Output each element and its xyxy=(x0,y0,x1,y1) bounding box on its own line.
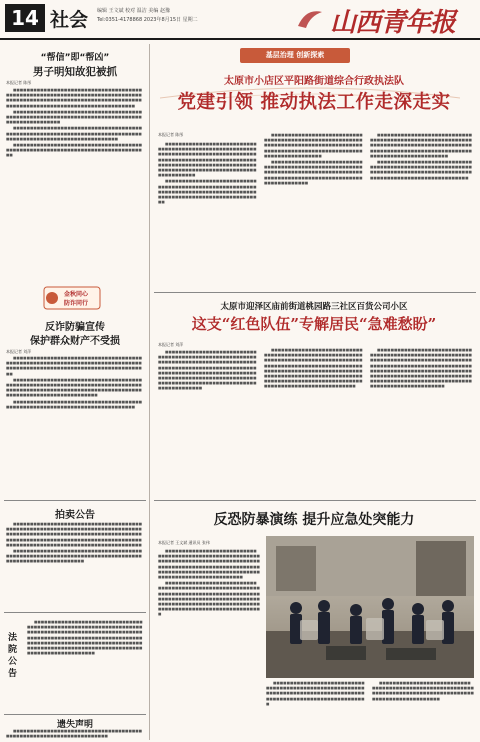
feature-kicker: 太原市小店区平阳路街道综合行政执法队 xyxy=(224,76,404,87)
story-body xyxy=(6,356,144,496)
section-divider xyxy=(4,612,146,613)
paragraph: ■■■■■■■■■■■■■■■■■■■■■■■■■■■■■■■■■■■■■■■■■■■■■■■■■■■■■■■■■■■■■■■■■■■■■■■■■■■■■■■■■■■■■■■■■■■■■■■■■■■■■■■■■■■■■■■■■■■■■■■■■■■■■■■■■■■■■■■■■■■■■■■■■■■■■■■■■■■■■■■■■■■■■■■■■■■■■■■■■■ xyxy=(158,581,260,617)
paragraph: ■■■■■■■■■■■■■■■■■■■■■■■■■■■■■■■■■■■■■■■■■■■■■■■■■■■■■■■■■■■■■■■■■■■■■■■■■■■■■■■■■■■■■■■■■■■■■■■■■■■■■■■■■■■ xyxy=(372,681,474,701)
paragraph: ■■■■■■■■■■■■■■■■■■■■■■■■■■■■■■■■■■■■■■■■■■■■■■■■■■■■■■■■■■■■■■■■■■■■■■■■■■■■■■■■■■■■■■■■■■■■■■■■■■■■■■■■■■■■■■■■■■■■■■■■■■■■■■■■■■■■■■■■■■■■■ xyxy=(370,133,473,158)
section-divider xyxy=(154,292,476,293)
story-column xyxy=(158,549,260,737)
paragraph: ■■■■■■■■■■■■■■■■■■■■■■■■■■■■■■■■■■■■■■■■■■■■■■■■■■■■■■■■■■■■■■■■■■■■■■■■■■■■■■■■■■■■■■■■■■■■■■■■■■■■■■■■■■■■■■■■■■■■■ xyxy=(370,160,473,180)
section-divider xyxy=(154,500,476,501)
paragraph: ■■■■■■■■■■■■■■■■■■■■■■■■■■■■■■■■■■■■■■■■■■■■■■■■■■■■■■■■■■■■■■■■■■■■■■■■■■■■■■■■■■■■■■■■■■■■■■■■■■■■■■■■■■■■■■■■■■■■■■■■■■■■■■■■■■■■■■■■■■■■■■■■■■■■■■■■■■■■■■■■■■■■■■■■■■■■■■■■■■■■■■■■■■■■■■■■■■■■■■ xyxy=(6,522,143,547)
byline: 本报记者 陈彤 xyxy=(158,132,184,137)
section-divider xyxy=(4,714,146,715)
story-kicker: “帮信”即“帮凶” xyxy=(40,53,110,63)
paragraph: ■■■■■■■■■■■■■■■■■■■■■■■■■■■■■■■■■■■■■■■■■■■■■■■■■■■■■■■■■■■■■■■■■■■■■■■■■■■■■■■■■■■■■■■■■■■■■■■■■■■■■■■■■■■■■■■■■■■■■■■■■■■■■■■■■■■ xyxy=(264,133,363,158)
badge-line2: 防诈同行 xyxy=(63,300,89,307)
story-column xyxy=(266,681,366,737)
paragraph: ■■■■■■■■■■■■■■■■■■■■■■■■■■■■■■■■■■■■■■■■■■■■■■■■■■■■■■■■■■■■■■■■■■■■■■■■■■■■■■■■■■■■■■■■■■■■■■■■■■■■■ xyxy=(6,549,143,564)
feature-kicker: 太原市迎泽区庙前街道桃园路三社区百货公司小区 xyxy=(220,302,408,312)
section-divider xyxy=(4,500,146,501)
story-subheadline: 保护群众财产不受损 xyxy=(30,336,120,347)
story-column xyxy=(158,142,257,280)
auction-notice-body xyxy=(6,522,144,608)
drill-photo xyxy=(266,536,474,678)
story-column xyxy=(370,133,473,280)
auction-notice-title: 拍卖公告 xyxy=(55,510,95,521)
byline: 本报记者 陈彤 xyxy=(6,80,32,85)
byline: 本报记者 王文斌 通讯员 张伟 xyxy=(158,540,210,545)
feature-headline: 反恐防暴演练 提升应急处突能力 xyxy=(213,512,415,528)
story-column xyxy=(158,350,257,492)
story-headline: 男子明知故犯被抓 xyxy=(33,66,117,78)
contact-date-line: Tel:0351-4178868 2023年8月15日 星期二 xyxy=(97,17,198,23)
paragraph: ■■■■■■■■■■■■■■■■■■■■■■■■■■■■■■■■■■■■■■■■■■■■■■■■■■■■■■■■■■■■■■■■■■■■■■■■■■■■■■■■■■■■■■■■■■■■■■■■■■■■■■■■■■■■■■■■■■■■■■■■■■■■■■■■■■■■■■■■■■■■■■■■■■■■■■■■■■■■■■■■■■■■■■■■■■■■■■■■■■■■■■■■■■■■■■■■■■■■■■■■■■■■■■■■■■■■■■■■■■■■■■■■■■■■ xyxy=(264,348,363,389)
story-column xyxy=(264,133,363,280)
paragraph: ■■■■■■■■■■■■■■■■■■■■■■■■■■■■■■■■■■■■■■■■■■■■■■■■■■■■■■■■■■■■■■■■■■■■■■■■■■■■■■■■■■■■■■■■■■■■■■■■■■■■■■■■■■■■■■■■■■■■■■■■■■■■■■■■■■■■■■■■■■■■■■■■■■■■■■■■■■■■■■■■■■■■■■■■■■■■■■■■■■■■■■■■■■■■■■■■■■■■■■■■■■■■■■■■■■■■■■■■■■■■■■ xyxy=(27,620,143,656)
page-header xyxy=(0,0,480,40)
paragraph: ■■■■■■■■■■■■■■■■■■■■■■■■■■■■■■■■■■■■■■■■■■■■■■■■■■■■■■■■■■■■■■■■■■■■■■■■■■■■■■■■■■■■■■■■■■■■■■■■■■■■■■■■■■■■■■■■■■■■■■■■■■■■■■■■■■■■■■■■■■■■■■■■■■■■■■■■■■■■■■■■■■■■■■■■■■■■■■■■■■■■■■■■■■■■■■■■■■■■■■■■■■■■■■■■■■■■■■ xyxy=(158,350,257,391)
feature-banner: 基层治理 创新探索 xyxy=(240,48,350,63)
byline: 本报记者 刘萍 xyxy=(6,349,32,354)
paragraph: ■■■■■■■■■■■■■■■■■■■■■■■■■■■■■■■■■■■■■■■■■■■■■■■■■■■■■■■■■■■■■■■■■■■■■■■■■■■■■■■■■■■■■■■■■■■■■■■■■■■■■■■■■■■■■■■■■■■■■■■■■■■■■■■■■■■■■■■■■■■■■■■■■■■■■■■■■■■■■■■■■■■■■■■■■■■■ xyxy=(158,549,260,580)
paragraph: ■■■■■■■■■■■■■■■■■■■■■■■■■■■■■■■■■■■■■■■■■■■■■■■■■■■■■■■■■■■■■■■■■■■■■■■■■■■■■■■■■■■■■■■■■■■■■■■■■■■■■■■■■■■■■■■■■■■■■■■■■■■■■■■■■■■■■■■■■■■■■■■■■ xyxy=(6,377,143,398)
feature-headline: 这支“红色队伍”专解居民“急难愁盼” xyxy=(191,315,437,333)
anti-fraud-badge-icon xyxy=(43,286,101,310)
lost-notice-body xyxy=(6,729,144,741)
paragraph: ■■■■■■■■■■■■■■■■■■■■■■■■■■■■■■■■■■■■■■■■■■■■■■■■■■■■■■■■■■■■■■■■■■■■■■■■■■■■■■■■■■■■■■■■■■■■■■■■■■■■■■■■■■■■■■■■■■■■■■■■ xyxy=(6,356,143,376)
masthead-ornament-icon xyxy=(296,6,324,30)
court-notice-label: 法院公告 xyxy=(8,633,18,679)
paragraph: ■■■■■■■■■■■■■■■■■■■■■■■■■■■■■■■■■■■■■■■■■■■■■■■■■■■■■■■■■■■■■■■■■■■■■■■■■■■■■■■■■■■■■■■■■■■■■■■■■■■■■■■■■■■■■■■■■■■■ xyxy=(158,179,257,205)
story-headline: 反诈防骗宣传 xyxy=(45,322,105,333)
masthead-logo: 山西青年报 xyxy=(330,8,456,38)
feature-headline: 党建引领 推动执法工作走深走实 xyxy=(177,92,451,113)
paragraph: ■■■■■■■■■■■■■■■■■■■■■■■■■■■■■■■■■■■■■■■■■■■■■■■■■■■■■■■■■■■■■■■■■■■■■■■■■■■■■■■■■■■■■■■■■■■■■■■■■■■■■■■■■■■■■■■■■■■■■■■■■■■■■■■■■■■■■■■■■■■■■■■■■■■■■■■■■■■■■■■■■■■■■■■■■■■■■■■■■■■■■■■ xyxy=(158,142,257,178)
paragraph: ■■■■■■■■■■■■■■■■■■■■■■■■■■■■■■■■■■■■■■■■■■■■■■■■■■■■■■■■■■■■■■■■■■■■■■■■■■■■■■■■■■■■■■■■■■■■■■■■■■■■■■■■■■■■■■■■■■■■■■■■■■■■■■■■■■■■■■■■■■■■■■■■■■■■■■■■■■■■■■■■■■■■■■■■■■■■■■■■■■■■■■■■■■■■■■■■■■■■■■■■■■■■■■■■■■■■■■■■■■■■■■■■■■■■■■ xyxy=(370,348,473,389)
paragraph: ■■■■■■■■■■■■■■■■■■■■■■■■■■■■■■■■■■■■■■■■■■■■■■■■■■■■■■■■■■■■■■■■■■■■■■■■■■■■■■■■■■■■■■■■■■■■■■■■■■■■■■■■■■■■■■■■■■■■■■■■■■■■■■■■■■■■■■■■■■■■■■■■■■■■■■■■■■■■ xyxy=(6,88,143,108)
paragraph: ■■■■■■■■■■■■■■■■■■■■■■■■■■■■■■■■■■■■■■■■■■■■■■■■■■■■■■■■■■■■■■■■■■■■ xyxy=(6,729,143,739)
story-column xyxy=(370,348,473,492)
paragraph: ■■■■■■■■■■■■■■■■■■■■■■■■■■■■■■■■■■■■■■■■■■■■■■■■■■■■■■■■■■■■■■■■■■■■■■■■■■■■■■■■■■■■■■■■■■■■■■■■■■■■■■■■■■■■■■■■■■■ xyxy=(266,681,365,706)
editor-line: 编辑 王文斌 校对 温洁 美编 赵豫 xyxy=(97,8,170,14)
byline: 本报记者 刘萍 xyxy=(158,342,184,347)
paragraph: ■■■■■■■■■■■■■■■■■■■■■■■■■■■■■■■■■■■■■■■■■■■■■■■■■■■■■■■■■■■■■■■■■■■■■■■■■■■■ xyxy=(6,399,143,409)
lost-notice-title: 遗失声明 xyxy=(56,720,93,730)
story-column xyxy=(264,348,363,492)
story-column xyxy=(372,681,474,737)
paragraph: ■■■■■■■■■■■■■■■■■■■■■■■■■■■■■■■■■■■■■■■■■■■■■■■■■■■■■■■■■■■■■■■■■■■■■■■■■■■■■■■■■■■■■■■■■■■■■■■■■■■■■■■■■■■■■■■ xyxy=(6,126,143,141)
story-body xyxy=(6,88,144,256)
court-notice-body xyxy=(27,620,144,712)
paragraph: ■■■■■■■■■■■■■■■■■■■■■■■■■■■■■■■■■■■■■■■■■■■■■■■■■■■■■■■■■■■■■■■■■■■■■■■■■■■■■■■■■■■■■■■■■■■■■■■■■■■■■■■■■■■■■■■■■■■■■■■■■■■■■■■ xyxy=(264,160,363,185)
page-number: 14 xyxy=(5,4,45,32)
badge-line1: 金秋同心 xyxy=(63,291,89,298)
paragraph: ■■■■■■■■■■■■■■■■■■■■■■■■■■■■■■■■■■■■■■■■■■■■■■■■■■■■■■■■■■■■■■■■■■■■■■■■■■■■■■■■ xyxy=(6,143,143,158)
section-name: 社会 xyxy=(50,9,89,31)
column-divider xyxy=(149,44,150,740)
paragraph: ■■■■■■■■■■■■■■■■■■■■■■■■■■■■■■■■■■■■■■■■■■■■■■■■■■■■■■■■■■■■■■■■■■■■■■■■■■■■■■■■■■■■■■■■■■■■■■ xyxy=(6,109,143,125)
